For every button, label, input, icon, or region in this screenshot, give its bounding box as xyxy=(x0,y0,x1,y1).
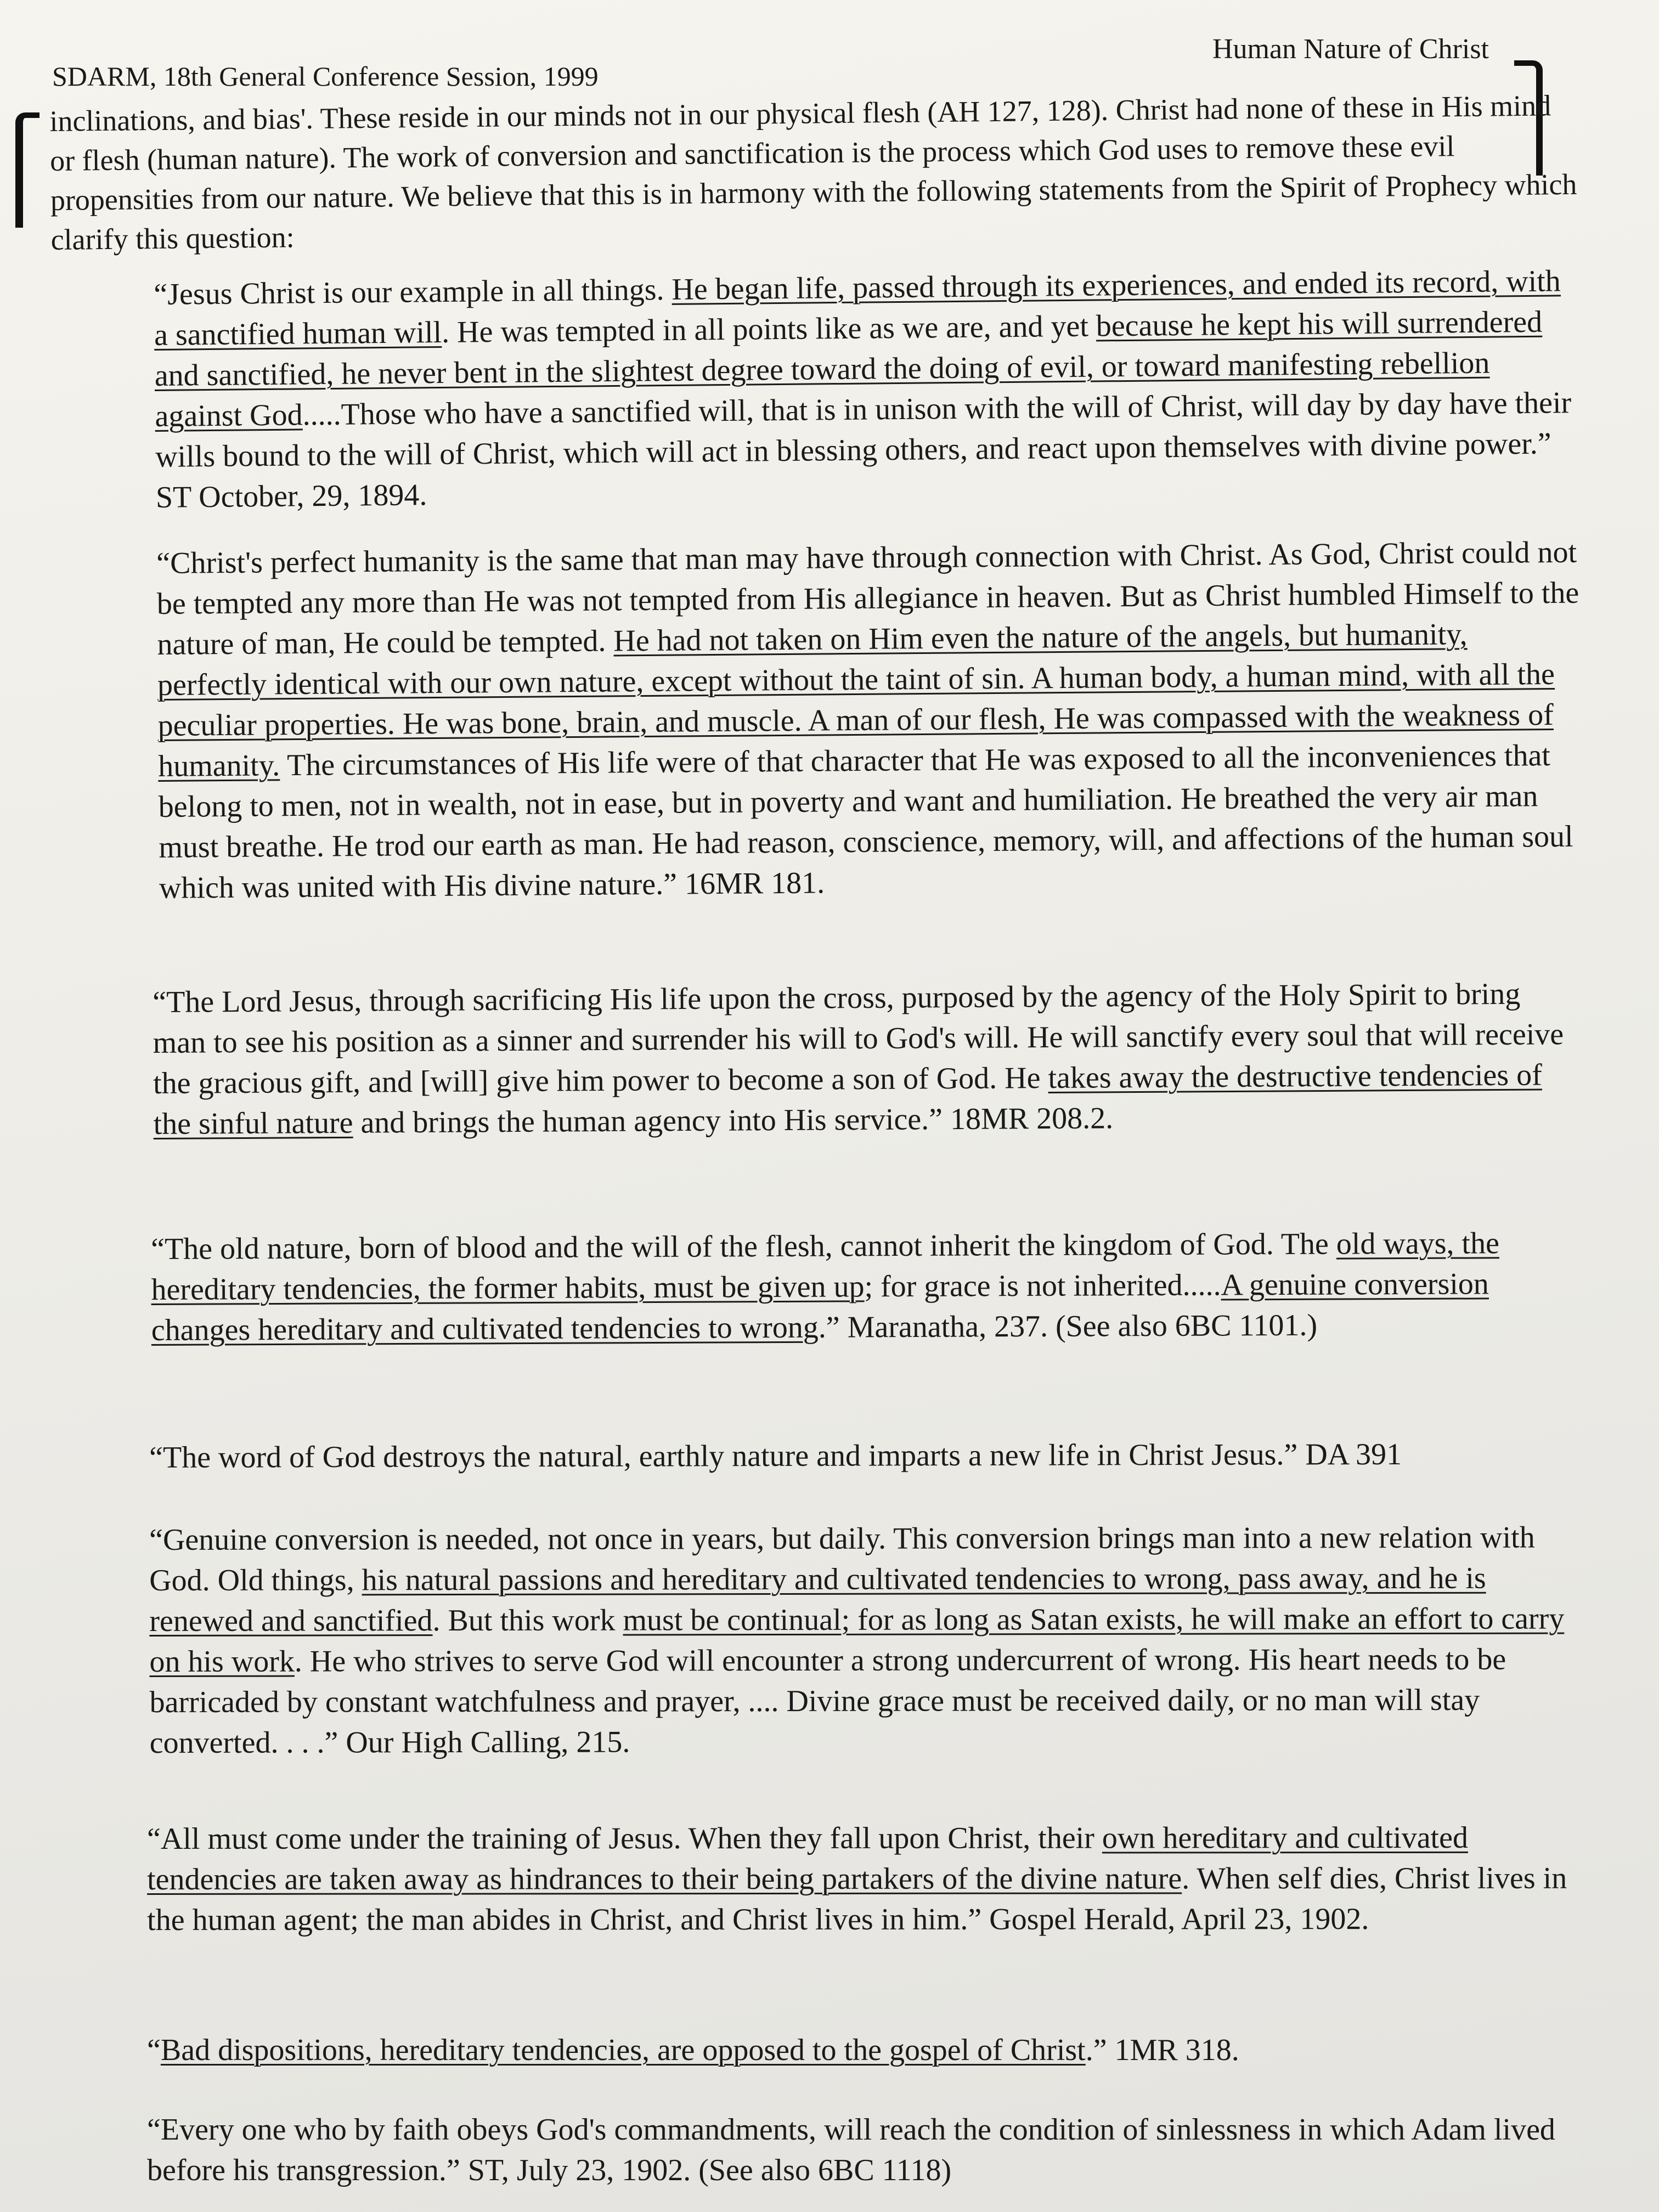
quote-text: .....Those who have a sanctified will, that is in unison with the will of Christ, will day by day have their wills bound to the will of Christ, which will act in blessing others, and react upon themselves with divine power.” ST October, 29, 1894. xyxy=(155,386,1572,515)
quote-text: .” Maranatha, 237. (See also 6BC 1101.) xyxy=(818,1308,1318,1345)
quote-text: “The word of God destroys the natural, earthly nature and imparts a new life in Christ Jesus.” DA 391 xyxy=(149,1437,1402,1475)
quote-text: ; for grace is not inherited..... xyxy=(864,1268,1221,1304)
quote-text: “Christ's perfect humanity is the same that man may have through connection with Christ. As God, Christ could not be tempted any more than He was not tempted from His allegiance in heaven. But as Christ humbled Himself to the nature of man, He could be tempted. xyxy=(156,535,1579,662)
quote-text: and brings the human agency into His service.” 18MR 208.2. xyxy=(353,1101,1114,1140)
underlined-text: because he kept his will surrendered and sanctified, he never bent in the slightest degree toward the doing of evil, or toward manifesting rebellion against God xyxy=(154,304,1543,433)
quote-text: “Every one who by faith obeys God's commandments, will reach the condition of sinlessness in which Adam lived before his transgression.” ST, July 23, 1902. (See also 6BC 1118) xyxy=(147,2113,1555,2187)
quote-text: “Genuine conversion is needed, not once in years, but daily. This conversion brings man into a new relation with God. Old things, xyxy=(149,1520,1535,1598)
quote-text: “Jesus Christ is our example in all things. xyxy=(154,272,672,312)
underlined-text: takes away the destructive tendencies of the sinful nature xyxy=(153,1058,1542,1141)
quote-text: “ xyxy=(147,2033,161,2067)
underlined-text: his natural passions and hereditary and cultivated tendencies to wrong, pass away, and he is renewed and sanctified xyxy=(149,1561,1486,1638)
quote-text: . He was tempted in all points like as we are, and yet xyxy=(441,309,1097,349)
quote-2 xyxy=(156,532,1585,909)
underlined-text: A genuine conversion changes hereditary and cultivated tendencies to wrong xyxy=(151,1267,1489,1347)
underlined-text: He began life, passed through its experiences, and ended its record, with a sanctified human will xyxy=(154,264,1561,352)
underlined-text: Bad dispositions, hereditary tendencies, are opposed to the gospel of Christ xyxy=(160,2033,1086,2067)
underlined-text: own hereditary and cultivated tendencies are taken away as hindrances to their being partakers of the divine nature xyxy=(147,1820,1468,1897)
quote-text: “The old nature, born of blood and the will of the flesh, cannot inherit the kingdom of God. The xyxy=(151,1227,1336,1266)
underlined-text: old ways, the hereditary tendencies, the former habits, must be given up xyxy=(151,1226,1500,1307)
header-right: Human Nature of Christ xyxy=(1212,33,1489,65)
quote-text: . When self dies, Christ lives in the human agent; the man abides in Christ, and Christ lives in him.” Gospel Herald, April 23, 1902. xyxy=(147,1861,1567,1937)
quote-1 xyxy=(154,261,1582,518)
intro-paragraph: inclinations, and bias'. These reside in our minds not in our physical flesh (AH 127, 128). Christ had none of these in His mind or flesh (human nature). The work of conversion and sanctification is the process which God uses to remove these evil propensities from our nature. We believe that this is in harmony with the following statements from the Spirit of Prophecy which clarify this question: xyxy=(49,89,1577,256)
quote-3 xyxy=(153,973,1580,1144)
quote-7 xyxy=(147,1818,1573,1940)
quote-text: “The Lord Jesus, through sacrificing His life upon the cross, purposed by the agency of the Holy Spirit to bring man to see his position as a sinner and surrender his will to God's will. He will sanctify every soul that will receive the gracious gift, and [will] give him power to become a son of God. He xyxy=(153,977,1564,1101)
underlined-text: must be continual; for as long as Satan exists, he will make an effort to carry on his work xyxy=(149,1601,1565,1679)
quote-text: The circumstances of His life were of that character that He was exposed to all the inconveniences that belong to men, not in wealth, not in ease, but in poverty and want and humiliation. He breathed the very air man must breathe. He trod our earth as man. He had reason, conscience, memory, will, and affections of the human soul which was united with His divine nature.” 16MR 181. xyxy=(158,738,1573,905)
quote-6 xyxy=(149,1517,1576,1763)
quote-text: . But this work xyxy=(432,1603,623,1638)
header-left: SDARM, 18th General Conference Session, 1999 xyxy=(52,61,599,92)
quote-4 xyxy=(151,1223,1578,1351)
handwritten-bracket-left xyxy=(15,112,40,228)
quote-5 xyxy=(149,1434,1576,1478)
quote-text: . He who strives to serve God will encounter a strong undercurrent of wrong. His heart needs to be barricaded by constant watchfulness and prayer, .... Divine grace must be received daily, or no man will stay converted. . . .” Our High Calling, 215. xyxy=(149,1642,1506,1760)
quote-8 xyxy=(147,2030,1573,2070)
quote-9 xyxy=(147,2109,1573,2191)
quote-text: “All must come under the training of Jesus. When they fall upon Christ, their xyxy=(147,1821,1102,1856)
underlined-text: He had not taken on Him even the nature of the angels, but humanity, perfectly identical with our own nature, except without the taint of sin. A human body, a human mind, with all the peculiar properties. He was bone, brain, and muscle. A man of our flesh, He was compassed with the weakness of humanity. xyxy=(157,617,1555,783)
quote-text: .” 1MR 318. xyxy=(1085,2033,1239,2067)
